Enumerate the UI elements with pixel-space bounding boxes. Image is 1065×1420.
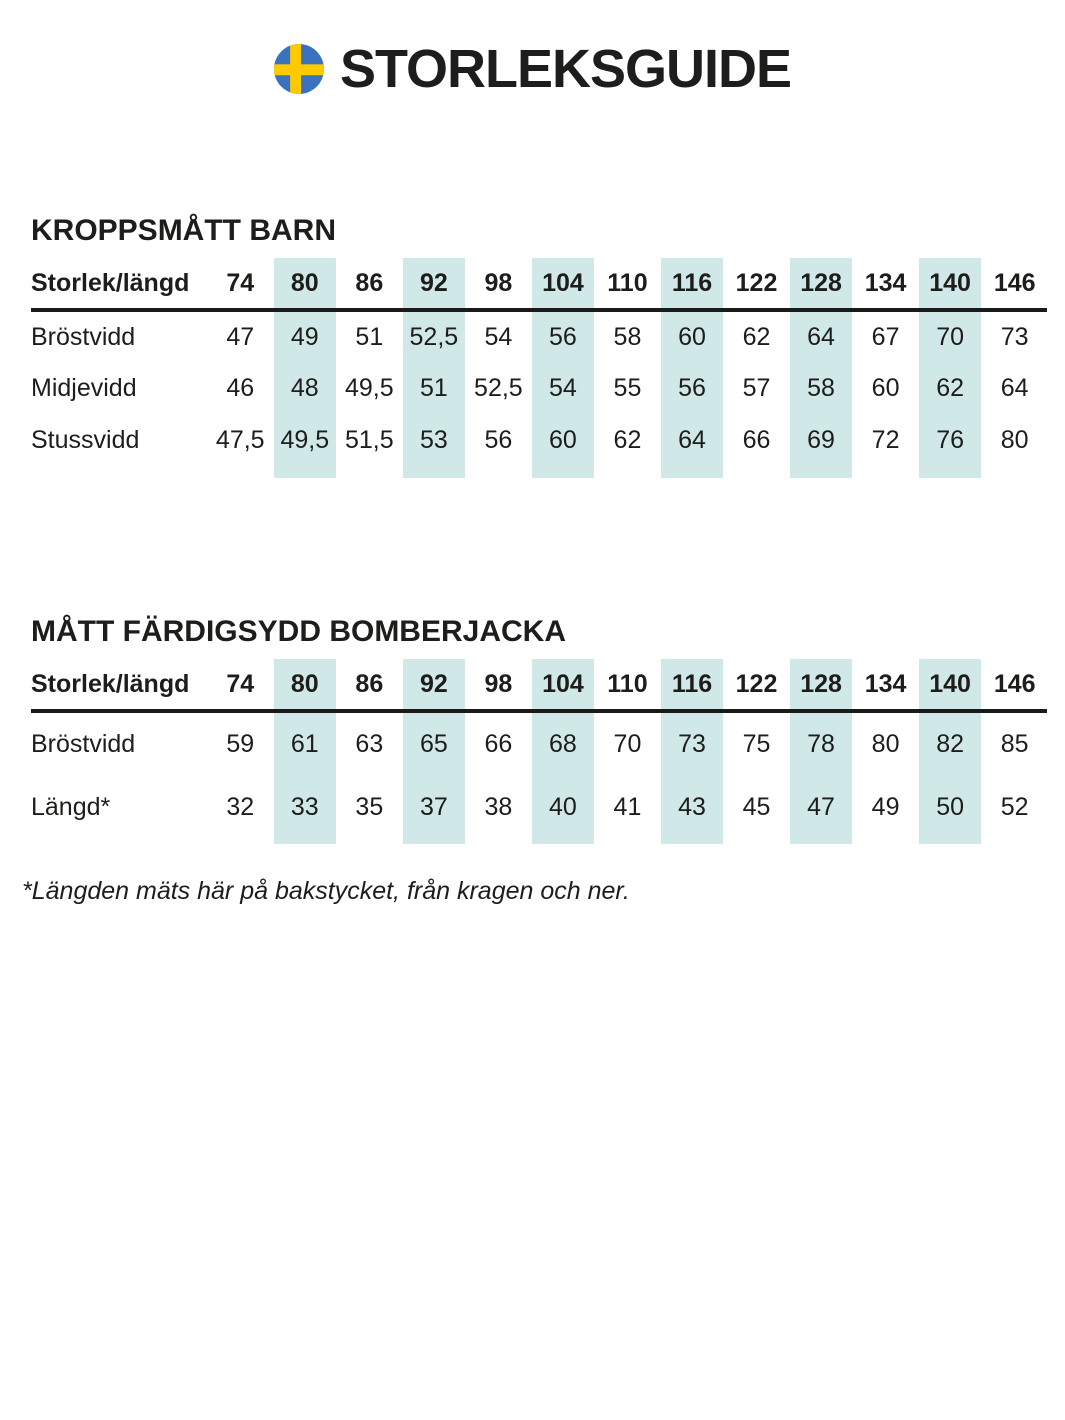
section-bomberjacka [31, 615, 1065, 844]
size-column-header: 134 [864, 669, 907, 698]
size-column-header: 140 [918, 258, 983, 310]
measurement-cell: 60 [660, 310, 725, 362]
measurement-cell: 35 [355, 792, 384, 821]
measurement-cell: 46 [226, 373, 255, 402]
measurement-cell: 54 [484, 322, 513, 351]
size-column-header: 92 [402, 659, 467, 711]
measurement-cell: 52 [1000, 792, 1029, 821]
measurement-cell: 49 [273, 310, 338, 362]
measurement-cell: 49,5 [344, 373, 394, 402]
measurement-cell: 64 [1000, 373, 1029, 402]
table-header-row [31, 659, 1047, 711]
measurement-cell: 56 [484, 425, 513, 454]
measurement-cell: 47 [226, 322, 255, 351]
table-row [31, 711, 1047, 775]
table-header-row [31, 258, 1047, 310]
size-table-bomberjacka [31, 659, 1047, 844]
measurement-cell: 61 [273, 711, 338, 775]
measurement-cell: 52,5 [402, 310, 467, 362]
table-row [31, 362, 1047, 414]
size-column-header: 98 [484, 669, 513, 698]
measurement-cell: 53 [402, 414, 467, 466]
measurement-cell: 55 [613, 373, 642, 402]
size-column-header: 146 [993, 268, 1036, 297]
size-column-header: 146 [993, 669, 1036, 698]
measurement-cell: 52,5 [474, 373, 523, 402]
size-column-header: 104 [531, 659, 596, 711]
size-column-header: 92 [402, 258, 467, 310]
size-column-header: 98 [484, 268, 513, 297]
table-row [31, 414, 1047, 466]
measurement-cell: 62 [742, 322, 771, 351]
measurement-cell: 68 [531, 711, 596, 775]
measurement-cell: 48 [273, 362, 338, 414]
measurement-cell: 64 [660, 414, 725, 466]
size-column-header: 128 [789, 659, 854, 711]
measurement-cell: 60 [531, 414, 596, 466]
measurement-cell: 78 [789, 711, 854, 775]
size-column-header: 116 [660, 258, 725, 310]
row-label: Stussvidd [31, 425, 140, 454]
measurement-cell: 51 [402, 362, 467, 414]
measurement-cell: 59 [226, 729, 255, 758]
table-band-spacer [31, 466, 1047, 478]
measurement-cell: 50 [918, 775, 983, 839]
measurement-cell: 49,5 [273, 414, 338, 466]
measurement-cell: 54 [531, 362, 596, 414]
measurement-cell: 85 [1000, 729, 1029, 758]
row-label: Längd* [31, 792, 111, 821]
section-title-bomberjacka: MÅTT FÄRDIGSYDD BOMBERJACKA [31, 615, 566, 648]
measurement-cell: 72 [871, 425, 900, 454]
footnote: *Längden mäts här på bakstycket, från kragen och ner. [22, 877, 630, 905]
size-header-label: Storlek/längd [31, 669, 190, 698]
measurement-cell: 47,5 [215, 425, 265, 454]
measurement-cell: 62 [918, 362, 983, 414]
table-row [31, 310, 1047, 362]
measurement-cell: 67 [871, 322, 900, 351]
measurement-cell: 51 [355, 322, 384, 351]
measurement-cell: 75 [742, 729, 771, 758]
size-column-header: 86 [355, 669, 384, 698]
measurement-cell: 66 [484, 729, 513, 758]
measurement-cell: 82 [918, 711, 983, 775]
size-column-header: 122 [735, 268, 778, 297]
measurement-cell: 56 [660, 362, 725, 414]
measurement-cell: 58 [789, 362, 854, 414]
measurement-cell: 32 [226, 792, 255, 821]
size-column-header: 128 [789, 258, 854, 310]
measurement-cell: 43 [660, 775, 725, 839]
size-column-header: 86 [355, 268, 384, 297]
measurement-cell: 33 [273, 775, 338, 839]
measurement-cell: 70 [918, 310, 983, 362]
size-column-header: 74 [226, 268, 255, 297]
measurement-cell: 41 [613, 792, 642, 821]
measurement-cell: 70 [613, 729, 642, 758]
row-label: Midjevidd [31, 373, 137, 402]
measurement-cell: 62 [613, 425, 642, 454]
measurement-cell: 51,5 [344, 425, 394, 454]
size-column-header: 110 [607, 669, 648, 698]
size-table-kroppsmatt-barn [31, 258, 1047, 478]
size-column-header: 80 [273, 659, 338, 711]
measurement-cell: 47 [789, 775, 854, 839]
size-column-header: 122 [735, 669, 778, 698]
measurement-cell: 80 [871, 729, 900, 758]
table-row [31, 775, 1047, 839]
measurement-cell: 60 [871, 373, 900, 402]
measurement-cell: 76 [918, 414, 983, 466]
size-column-header: 110 [607, 268, 648, 297]
section-title-kroppsmatt-barn: KROPPSMÅTT BARN [31, 214, 336, 247]
table-band-spacer [31, 839, 1047, 844]
size-column-header: 134 [864, 268, 907, 297]
section-kroppsmatt-barn [31, 214, 1065, 478]
measurement-cell: 37 [402, 775, 467, 839]
measurement-cell: 65 [402, 711, 467, 775]
size-column-header: 74 [226, 669, 255, 698]
row-label: Bröstvidd [31, 729, 136, 758]
size-column-header: 80 [273, 258, 338, 310]
row-label: Bröstvidd [31, 322, 136, 351]
size-column-header: 104 [531, 258, 596, 310]
measurement-cell: 40 [531, 775, 596, 839]
measurement-cell: 56 [531, 310, 596, 362]
measurement-cell: 63 [355, 729, 384, 758]
measurement-cell: 58 [613, 322, 642, 351]
measurement-cell: 57 [742, 373, 771, 402]
size-column-header: 116 [660, 659, 725, 711]
measurement-cell: 69 [789, 414, 854, 466]
measurement-cell: 45 [742, 792, 771, 821]
measurement-cell: 73 [660, 711, 725, 775]
measurement-cell: 38 [484, 792, 513, 821]
page-title: STORLEKSGUIDE [339, 39, 792, 99]
measurement-cell: 49 [871, 792, 900, 821]
swedish-flag-icon [274, 44, 324, 94]
measurement-cell: 80 [1000, 425, 1029, 454]
measurement-cell: 66 [742, 425, 771, 454]
measurement-cell: 73 [1000, 322, 1029, 351]
size-header-label: Storlek/längd [31, 268, 190, 297]
page-header [0, 0, 1065, 99]
size-column-header: 140 [918, 659, 983, 711]
measurement-cell: 64 [789, 310, 854, 362]
